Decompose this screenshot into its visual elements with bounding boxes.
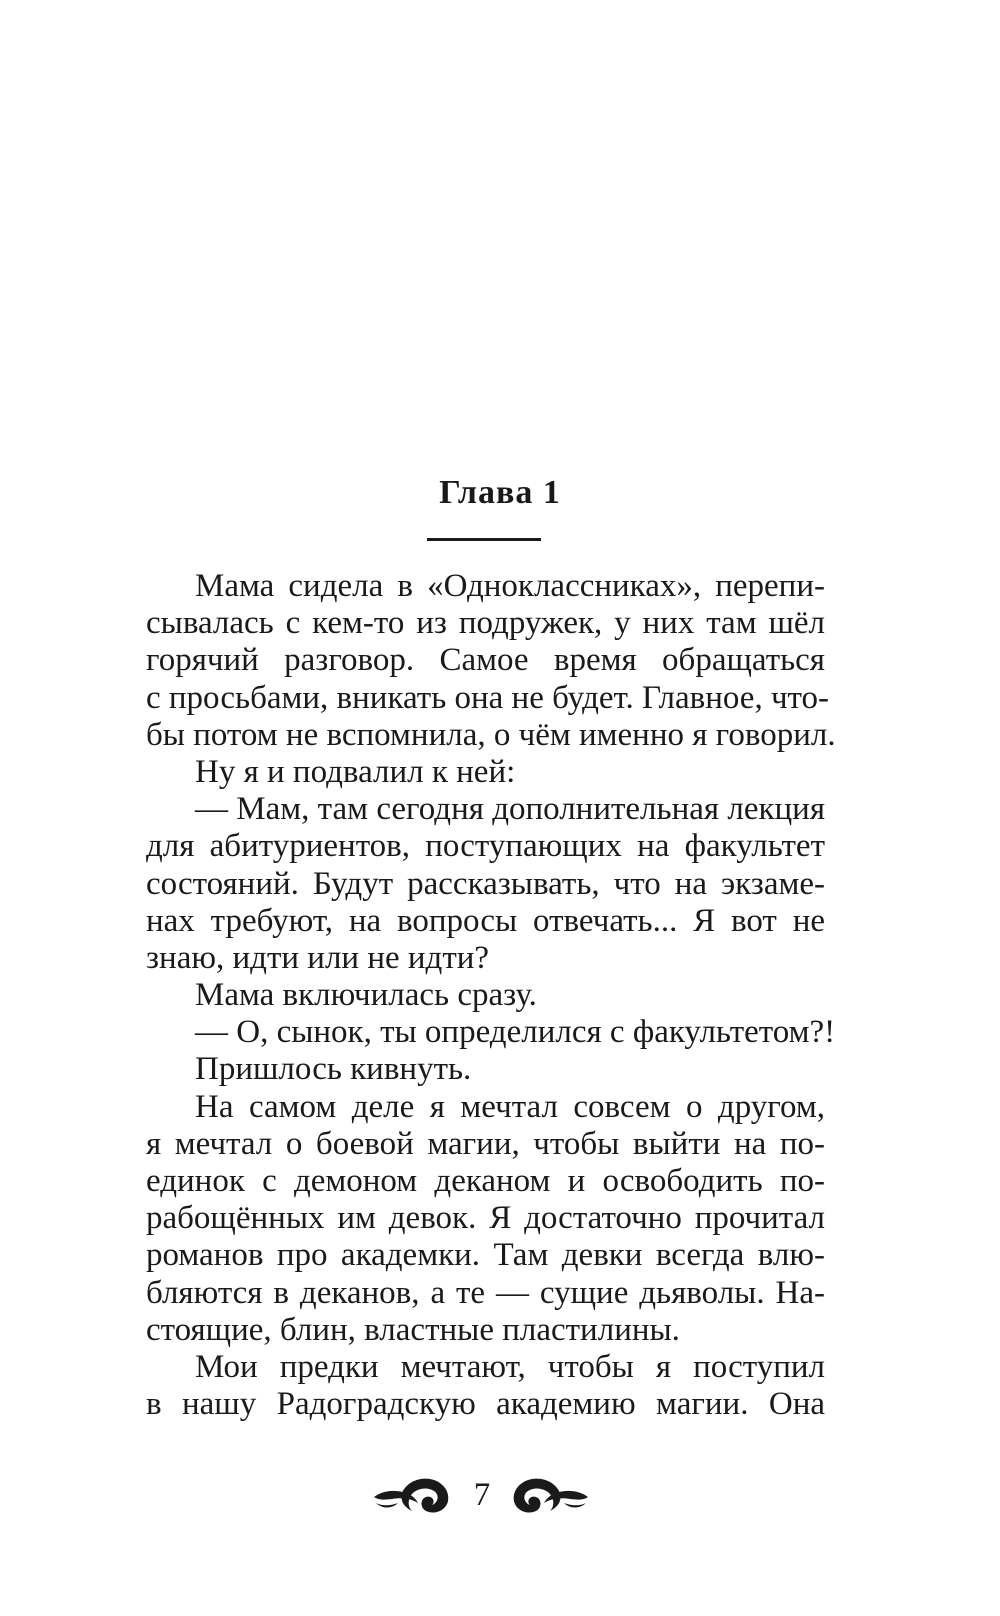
text-line: единок с демоном деканом и освободить по- bbox=[146, 1163, 825, 1199]
text-line: — О, сынок, ты определился с факультетом?! bbox=[195, 1014, 836, 1051]
text-line: бы потом не вспомнила, о чём именно я говорил. bbox=[146, 716, 836, 753]
text-line: Мама включилась сразу. bbox=[195, 977, 537, 1014]
body-text bbox=[146, 568, 836, 1423]
text-line: горячий разговор. Самое время обращаться bbox=[146, 642, 825, 679]
page-footer bbox=[0, 1465, 1000, 1525]
text-line: я мечтал о боевой магии, чтобы выйти на по- bbox=[146, 1125, 825, 1162]
text-line: — Мам, там сегодня дополнительная лекция bbox=[195, 791, 825, 828]
text-line: для абитуриентов, поступающих на факультет bbox=[146, 828, 825, 865]
text-line: Ну я и подвалил к ней: bbox=[195, 753, 516, 790]
text-line: романов про академки. Там девки всегда влю- bbox=[146, 1237, 825, 1274]
chapter-title: Глава 1 bbox=[439, 474, 561, 511]
text-line: нах требуют, на вопросы отвечать... Я вот не bbox=[146, 902, 825, 939]
text-line: На самом деле я мечтал совсем о другом, bbox=[195, 1088, 825, 1125]
text-line: с просьбами, вникать она не будет. Главное, что- bbox=[146, 679, 830, 716]
text-line: сывалась с кем-то из подружек, у них там шёл bbox=[146, 605, 825, 642]
text-line: рабощённых им девок. Я достаточно прочитал bbox=[146, 1200, 825, 1237]
text-line: знаю, идти или не идти? bbox=[146, 939, 490, 976]
text-line: стоящие, блин, властные пластилины. bbox=[146, 1311, 680, 1348]
text-line: в нашу Радоградскую академию магии. Она bbox=[146, 1386, 825, 1423]
flourish-right-icon bbox=[508, 1473, 590, 1517]
text-line: состояний. Будут рассказывать, что на экзаме- bbox=[146, 865, 825, 902]
text-line: Мои предки мечтают, чтобы я поступил bbox=[195, 1348, 825, 1385]
page-number: 7 bbox=[473, 1477, 491, 1513]
text-line: бляются в деканов, а те — сущие дьяволы. На- bbox=[146, 1274, 825, 1311]
text-line: Пришлось кивнуть. bbox=[195, 1051, 472, 1088]
chapter-title-underline bbox=[427, 538, 541, 541]
flourish-left-icon bbox=[372, 1473, 454, 1517]
text-line: Мама сидела в «Одноклассниках», перепи- bbox=[195, 568, 825, 604]
